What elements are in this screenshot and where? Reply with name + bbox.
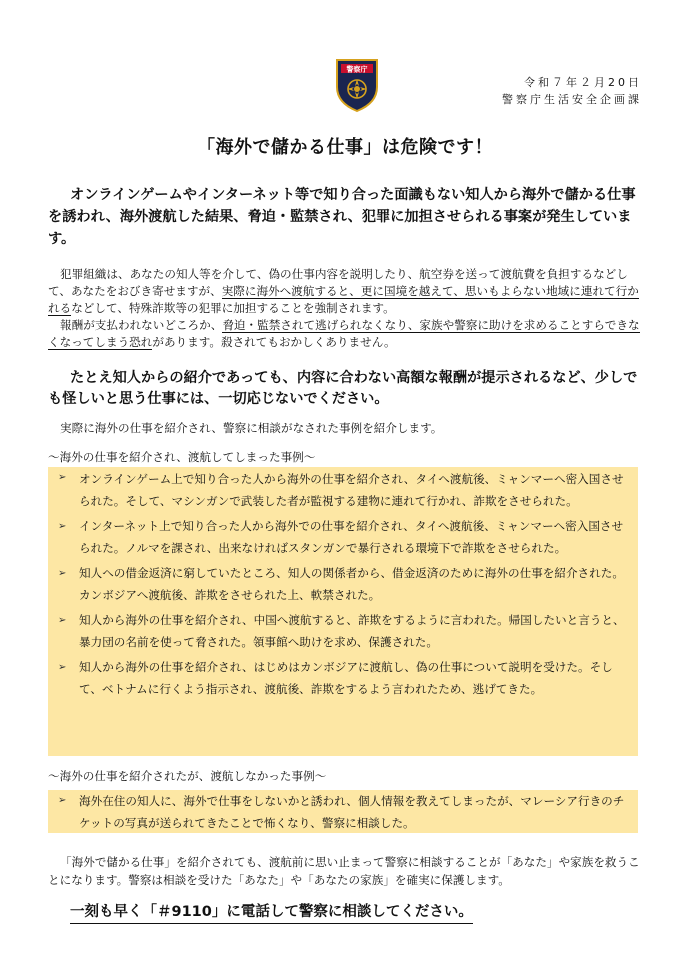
closing-paragraph: 「海外で儲かる仕事」を紹介されても、渡航前に思い止まって警察に相談することが「あなた」や家族を救うことになります。警察は相談を受けた「あなた」や「あなたの家族」を確実に保護します。: [48, 855, 640, 887]
call-to-action: 一刻も早く「＃9110」に電話して警察に相談してください。: [70, 902, 473, 924]
arrow-bullet-icon: ➢: [58, 615, 67, 626]
case-text: インターネット上で知り合った人から海外での仕事を紹介され、タイへ渡航後、ミャンマーへ密入国させられた。ノルマを課され、出来なければスタンガンで暴行される環境下で詐欺をさせられた。: [79, 519, 624, 555]
document-date: 令和７年２月20日: [524, 76, 642, 89]
examples-intro: 実際に海外の仕事を紹介され、警察に相談がなされた事例を紹介します。: [60, 421, 443, 435]
paragraph-scheme-underlined: 実際に海外へ渡航すると、更に国境を越えて、思いもよらない地域に連れて行かれる: [48, 284, 639, 315]
lead-paragraph: オンラインゲームやインターネット等で知り合った面識もない知人から海外で儲かる仕事を誘われ、海外渡航した結果、脅迫・監禁され、犯罪に加担させられる事案が発生しています。: [48, 187, 636, 247]
arrow-bullet-icon: ➢: [58, 521, 67, 532]
police-emblem-icon: [334, 57, 380, 113]
case-text: 知人から海外の仕事を紹介され、中国へ渡航すると、詐欺をするように言われた。帰国したいと言うと、暴力団の名前を使って脅された。領事館へ助けを求め、保護された。: [79, 613, 625, 649]
case-text: 知人への借金返済に窮していたところ、知人の関係者から、借金返済のために海外の仕事を紹介された。カンボジアへ渡航後、詐欺をさせられた上、軟禁された。: [79, 566, 624, 602]
paragraph-danger-text-a: 報酬が支払われないどころか、: [60, 318, 223, 332]
arrow-bullet-icon: ➢: [58, 795, 67, 806]
section-not-traveled-heading: ～海外の仕事を紹介されたが、渡航しなかった事例～: [48, 769, 327, 783]
case-item: [48, 516, 638, 559]
emblem-label: 警察庁: [346, 65, 368, 74]
paragraph-scheme-text-a: 犯罪組織は、あなたの知人等を介して、偽の仕事内容を説明したり、航空券を送って渡航費を負担するなどして、あなたをおびき寄せますが、: [48, 267, 628, 298]
case-item: [48, 467, 638, 512]
document-header: [502, 74, 642, 108]
paragraph-scheme-text-c: などして、特殊詐欺等の犯罪に加担することを強制されます。: [71, 301, 395, 315]
paragraph-danger-underlined: 脅迫・監禁されて逃げられなくなり、家族や警察に助けを求めることすらできなくなってしまう恐れ: [48, 318, 640, 349]
paragraph-danger: [48, 317, 642, 351]
case-text: 海外在住の知人に、海外で仕事をしないかと誘われ、個人情報を教えてしまったが、マレーシア行きのチケットの写真が送られてきたことで怖くなり、警察に相談した。: [79, 794, 625, 830]
case-item: [48, 790, 638, 834]
paragraph-danger-text-c: があります。殺されてもおかしくありません。: [152, 335, 396, 349]
section-traveled-cases-box: [48, 467, 638, 756]
section-traveled-heading: ～海外の仕事を紹介され、渡航してしまった事例～: [48, 450, 316, 464]
section-not-traveled-cases-box: [48, 790, 638, 833]
issuing-department: 警察庁生活安全企画課: [502, 93, 642, 106]
paragraph-scheme: [48, 266, 642, 317]
arrow-bullet-icon: ➢: [58, 568, 67, 579]
case-item: [48, 563, 638, 606]
case-item: [48, 610, 638, 653]
police-emblem-graphic: [334, 57, 380, 113]
case-text: オンラインゲーム上で知り合った人から海外の仕事を紹介され、タイへ渡航後、ミャンマーへ密入国させられた。そして、マシンガンで武装した者が監視する建物に連れて行かれ、詐欺をさせられた。: [79, 472, 624, 508]
page-title: 「海外で儲かる仕事」は危険です！: [197, 137, 493, 158]
arrow-bullet-icon: ➢: [58, 472, 67, 483]
case-text: 知人から海外の仕事を紹介され、はじめはカンボジアに渡航し、偽の仕事について説明を受けた。そして、ベトナムに行くよう指示され、渡航後、詐欺をするよう言われたため、逃げてきた。: [79, 660, 613, 696]
case-item: [48, 657, 638, 700]
warning-paragraph: たとえ知人からの紹介であっても、内容に合わない高額な報酬が提示されるなど、少しでも怪しいと思う仕事には、一切応じないでください。: [48, 370, 638, 407]
arrow-bullet-icon: ➢: [58, 662, 67, 673]
